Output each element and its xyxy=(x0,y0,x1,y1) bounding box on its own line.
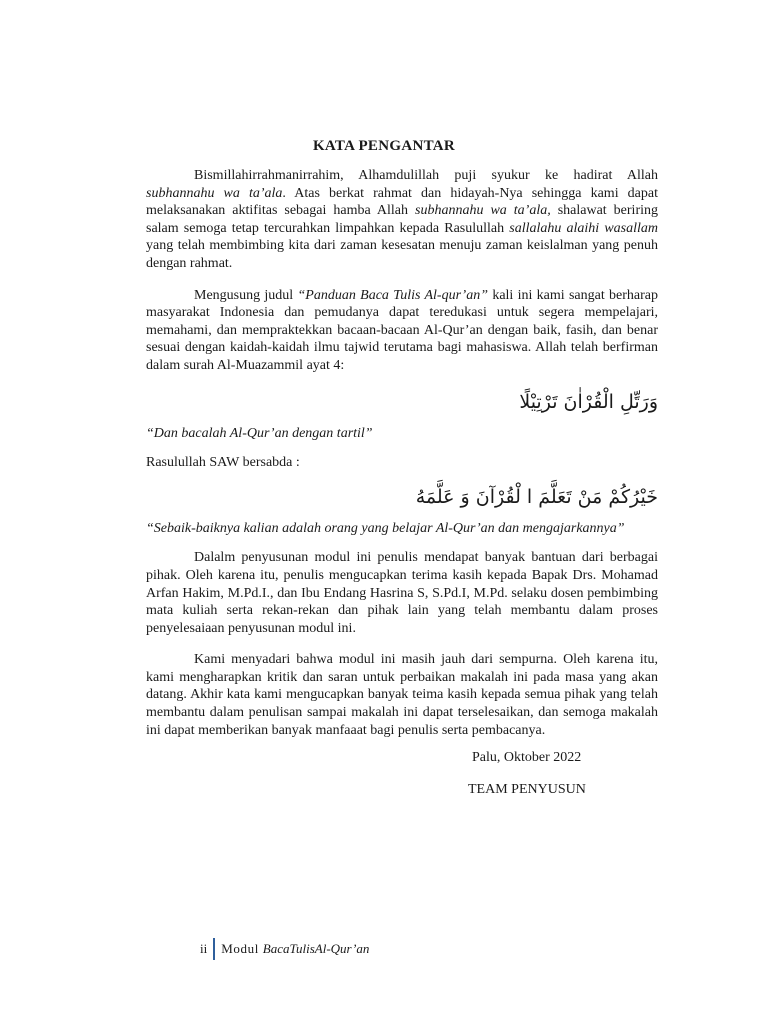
signature-team: TEAM PENYUSUN xyxy=(468,781,586,797)
verse-translation: “Dan bacalah Al-Qur’an dengan tartil” xyxy=(146,425,373,441)
text-run: Bismillahirrahmanirrahim, Alhamdulillah puji syukur ke hadirat Allah xyxy=(194,168,658,183)
document-body xyxy=(146,167,658,798)
paragraph-purpose xyxy=(146,287,658,375)
italic-run: subhannahu wa ta’ala xyxy=(146,185,283,201)
italic-run: “Panduan Baca Tulis Al-qur’an” xyxy=(297,287,489,303)
footer-divider xyxy=(213,938,215,960)
hadith-translation: “Sebaik-baiknya kalian adalah orang yang belajar Al-Qur’an dan mengajarkannya” xyxy=(146,520,625,536)
text-run: yang telah membimbing kita dari zaman kesesatan menuju zaman keislalman yang penuh dengan rahmat. xyxy=(146,238,658,271)
text-run: kali ini kami sangat berharap masyarakat Indonesia dan pemudanya dapat teredukasi untuk segera mempelajari, memahami, dan mempraktekkan bacaan-bacaan Al-Qur’an dengan baik, fasih, dan benar sesuai dengan kaidah-kaidah ilmu tajwid terutama bagi mahasiswa. Allah telah berfirman dalam surah Al-Muazammil ayat 4: xyxy=(146,287,659,373)
italic-run: sallalahu alaihi wasallam xyxy=(509,220,658,236)
footer-label xyxy=(221,941,369,957)
text-run: . Atas berkat rahmat dan hidayah-Nya sehingga kami dapat melaksanakan aktifitas sebagai hamba Allah xyxy=(146,185,658,219)
page-number: ii xyxy=(200,941,208,956)
footer-label-italic: BacaTulisAl-Qur’an xyxy=(262,941,370,956)
paragraph-acknowledgement: Dalalm penyusunan modul ini penulis mendapat banyak bantuan dari berbagai pihak. Oleh karena itu, penulis mengucapkan terima kasih kepada Bapak Drs. Mohamad Arfan Hakim, M.Pd.I., dan Ibu Endang Hasrina S, S.Pd.I, M.Pd. selaku dosen pembimbing mata kuliah serta rekan-rekan dan pihak lain yang telah membantu dalam proses penyelesaiaan penyusunan modul ini. xyxy=(146,550,658,636)
paragraph-closing: Kami menyadari bahwa modul ini masih jauh dari sempurna. Oleh karena itu, kami mengharapkan kritik dan saran untuk perbaikan makalah ini pada masa yang akan datang. Akhir kata kami mengucapkan banyak teima kasih kepada semua pihak yang telah membantu dalam penulisan sampai makalah ini dapat terselesaikan, dan semoga makalah ini dapat memberikan banyak manfaaat bagi penulis serta pembacanya. xyxy=(146,652,658,738)
text-run: Mengusung judul xyxy=(194,287,298,303)
hadith-intro: Rasulullah SAW bersabda : xyxy=(146,455,300,471)
italic-run: subhannahu wa ta’ala, xyxy=(415,203,551,219)
arabic-verse: وَرَتِّلِ الْقُرْاٰنَ تَرْتِيْلًا xyxy=(519,390,658,413)
page-footer xyxy=(200,938,369,960)
text-run: shalawat beriring salam semoga tetap tercurahkan limpahkan kepada Rasulullah xyxy=(146,203,659,236)
arabic-hadith: خَيْرُكُمْ مَنْ تَعَلَّمَ ا لْقُرْآنَ وَ عَلَّمَهُ xyxy=(415,485,658,508)
signature-place-date: Palu, Oktober 2022 xyxy=(472,750,582,766)
page-title: KATA PENGANTAR xyxy=(312,138,456,154)
paragraph-opening xyxy=(146,167,658,273)
footer-label-plain: Modul xyxy=(221,941,263,956)
